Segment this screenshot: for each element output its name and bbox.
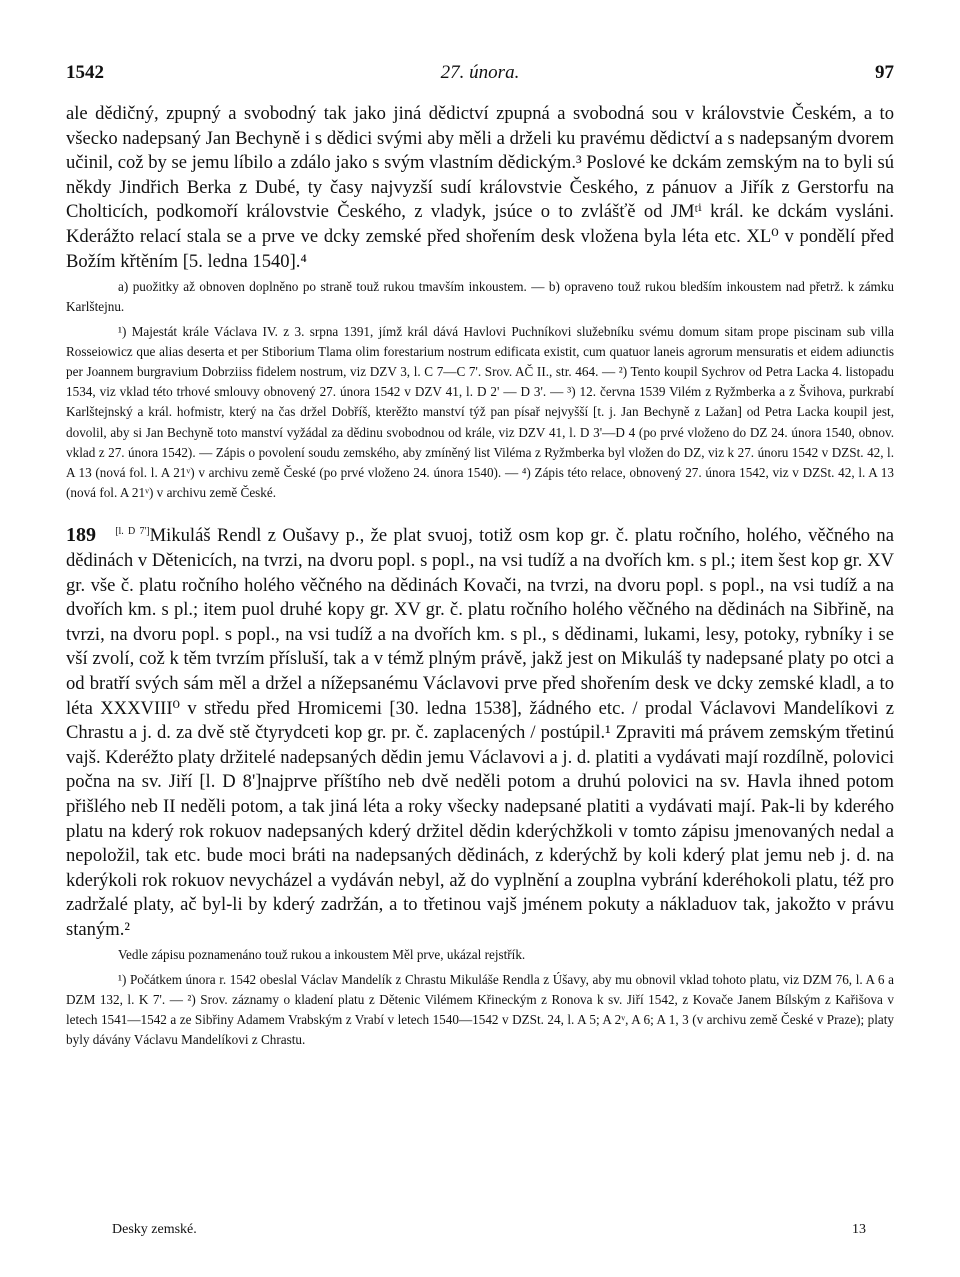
footnotes-block-1: ¹) Majestát krále Václava IV. z 3. srpna 1391, jímž král dává Havlovi Puchníkovi služebníku svému domum sitam prope piscinam sub villa Rosseiowicz que alias deserta et per Stiborium Tlama olim forestarium nostrum edificata existit, cum quatuor laneis agrorum mensuratis et eidem adiunctis per Joannem burgravium Dobrziiss fidelem nostrum, viz DZV 3, l. C 7—C 7'. Srov. AČ II., str. 464. — ²) Tento koupil Sychrov od Petra Lacka 4. listopadu 1534, viz vklad této trhové smlouvy obnovený 27. února 1542 v DZV 41, l. D 2' — D 3'. — ³) 12. června 1539 Vilém z Ryžmberka a z Švihova, purkrabí Karlštejnský a král. hofmistr, který na čas držel Dobříš, kterěžto manství týž pan písař nejvyšší [t. j. Jan Bechyně z Lažan] od Petra Lacka koupil jest, dovolil, aby si Jan Bechyně toto manství vyžádal za dědinu svobodnou od krále, viz DZV 41, l. D 3'—D 4 (po prvé vloženo do DZ 24. února 1540, obnov. vklad z 27. února 1542). — Zápis o povolení soudu zemského, aby zmíněný list Viléma z Ryžmberka byl vložen do DZ, viz k 27. únoru 1542 v DZSt. 42, l. A 13 (nová fol. l. A 21ᵛ) v archivu země České (po prvé vloženo 24. února 1540). — ⁴) Zápis této relace, obnovený 27. února 1542, viz v DZSt. 42, l. A 13 (nová fol. A 21ᵛ) v archivu země České. bbox=[66, 323, 894, 501]
page-number: 97 bbox=[875, 62, 894, 83]
running-header bbox=[66, 62, 894, 102]
continuation-paragraph: ale dědičný, zpupný a svobodný tak jako jiná dědictví zpupná a svobodná sou v královstvie Českém, a to všecko nadepsaný Jan Bechyně i s dědici svými aby měli a drželi ku pravému dědictví a s nadepsaným dvorem učinil, což by se jemu líbilo a zdálo jako s svým vlastním dědickým.³ Poslové ke dckám zemským na to byli sú někdy Jindřich Berka z Dubé, ty časy najvyzší sudí královstvie Českého, z pánuov a Jiřík z Gerstorfu na Cholticích, podkomoří královstvie Českého, z vladyk, jsúce o to zvlášťě od JMᵗⁱ král. ke dckám vysláni. Kderážto relací stala se a prve ve dcky zemské před shořením desk vložena byla léta etc. XL⁰ v pondělí před Božím křtěním [5. ledna 1540].⁴ bbox=[66, 103, 894, 272]
footer-sheet-number: 13 bbox=[852, 1222, 866, 1237]
header-year: 1542 bbox=[66, 62, 104, 83]
editorial-note-a-b: a) puožitky až obnoven doplněno po straně touž rukou tmavším inkoustem. — b) opraveno touž rukou bledším inkoustem nad přetrž. k zámku Karlštejnu. bbox=[66, 279, 894, 315]
entry-paragraph bbox=[66, 523, 894, 942]
editorial-note-margin: Vedle zápisu poznamenáno touž rukou a inkoustem Měl prve, ukázal rejstřík. bbox=[118, 947, 526, 963]
entry-189 bbox=[66, 523, 894, 942]
footnotes-block-2: ¹) Počátkem února r. 1542 obeslal Václav Mandelík z Chrastu Mikuláše Rendla z Úšavy, aby mu obnovil vklad tohoto platu, viz DZM 76, l. A 6 a DZM 132, l. K 7'. — ²) Srov. záznamy o kladení platu z Dětenic Vilémem Křineckým z Ronova k sv. Jiří 1542, z Kovače Janem Bílským z Kařišova v letech 1541—1542 a ze Sibřiny Adamem Vrabským z Vrabí v letech 1540—1542 v DZSt. 24, l. A 5; A 2ᵛ, A 6; A 1, 3 (v archivu země České v Praze); platy byly dávány Václavu Mandelíkovi z Chrastu. bbox=[66, 971, 894, 1048]
folio-marker: [l. D 7'] bbox=[115, 526, 150, 538]
page-footer bbox=[112, 1222, 894, 1242]
entry-number: 189 bbox=[66, 524, 96, 547]
header-date: 27. února. bbox=[440, 62, 520, 83]
entry-text: Mikuláš Rendl z Oušavy p., že plat svuoj, totiž osm kop gr. č. platu ročního, holého, věčného na dědinách v Dětenicích, na tvrzi, na dvoru popl. s popl., na vsi tudíž a na dvořích km. s pl.; item šest kop gr. XV gr. vše č. platu ročního holého věčného na dědinách Kovači, na tvrzi, na dvoru popl. s popl., na vsi tudíž a na dvořích km. s pl.; item puol druhé kopy gr. XV gr. č. platu ročního holého věčného na dědinách na Sibřině, na tvrzi, na dvoru popl. s popl., na vsi tudíž a na dvořích km. s pl., s dědinami, lukami, lesy, potoky, rybníky i se vší zvolí, což k těm tvrzím přísluší, tak a v témž plným právě, jakž jest on Mikuláš ty nadepsané platy po otci a od bratří svých sám měl a držel a nížepsanému Václavovi prve před shořením desk ve dcky zemské kladl, a to léta XXXVIII⁰ v středu před Hromicemi [30. ledna 1538], žádného etc. / prodal Václavovi Mandelíkovi z Chrastu a j. d. za dvě stě čtyrydceti kop gr. pr. č. zaplacených / postúpil.¹ Zpraviti má právem zemským třetinú vajš. Kderéžto platy držitelé nadepsaných dědin jemu Václavovi a j. d. platiti a vydávati mají rozdílně, polovici počna na sv. Jiří [l. D 8']najprve příštího neb dvě neděli potom a druhú polovici na sv. Havla ihned potom přišlého neb II neděli potom, a tak jiná léta a roky všecky nadepsané platiti a vydávati mají. Pak-li by kderého platu na kderý rok rokuov nadepsaných kderý držitel dědin kderýchžkoli v tomto zápisu jmenovaných nedal a nepoložil, tak etc. bude moci bráti na nadepsaných dědinách, z kderýchž by koli kderý plat jemu neb j. d. na kderýkoli rok rokuov nevycházel a vydáván nebyl, až do vyplnění a zouplna vybrání kderéhokoli platu, též pro zadržalé platy, ač byl-li by kderý zadržán, a to třetinou vajš jménem pokuty a nákladuov tak, jakožto v právu staným.² bbox=[66, 525, 894, 940]
footer-signature: Desky zemské. bbox=[112, 1222, 197, 1237]
